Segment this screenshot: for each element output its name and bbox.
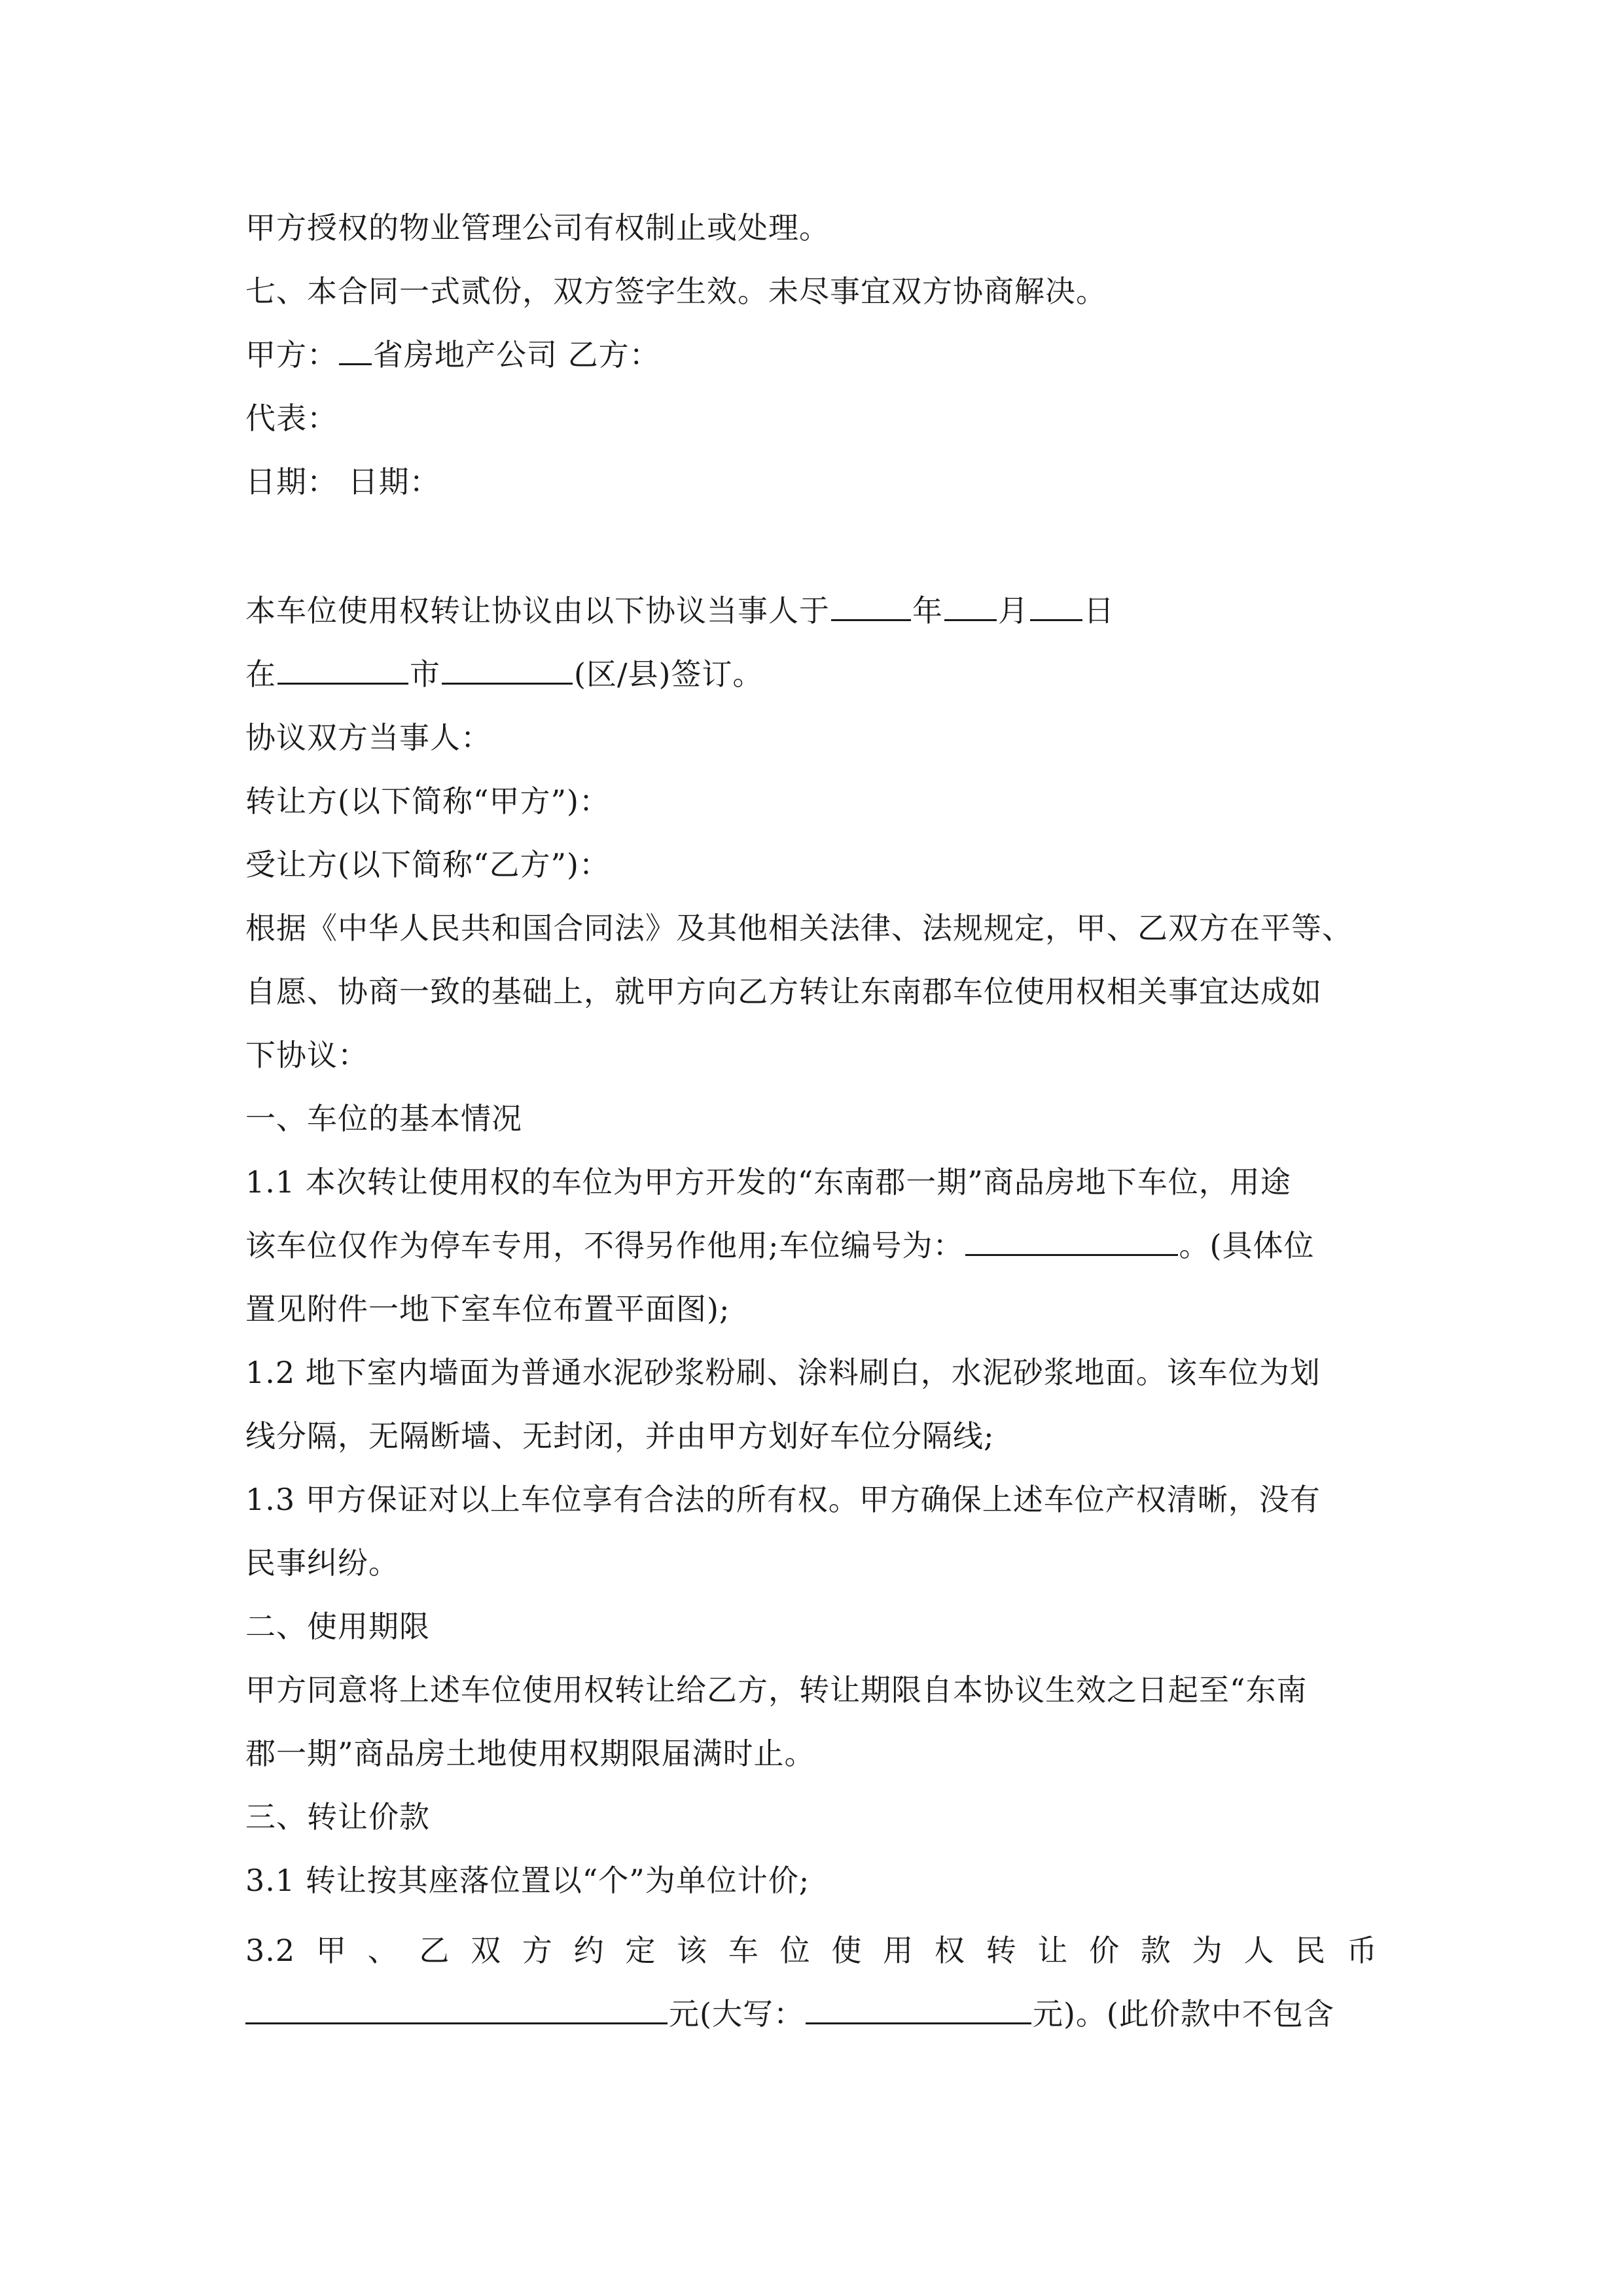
district-blank — [442, 650, 573, 685]
section-heading: 一、车位的基本情况 — [245, 1101, 522, 1136]
text-line: 受让方(以下简称“乙方”)： — [245, 847, 610, 882]
word: 使 — [831, 1933, 863, 1968]
day-blank — [1030, 586, 1082, 621]
amount-words-blank — [806, 1990, 1031, 2024]
word: 让 — [1037, 1933, 1069, 1968]
word: 币 — [1346, 1933, 1378, 1968]
word: 约 — [573, 1933, 605, 1968]
text-line: 甲方授权的物业管理公司有权制止或处理。 — [245, 210, 830, 245]
text-line: 民事纠纷。 — [245, 1545, 399, 1581]
text-line: 线分隔，无隔断墙、无封闭，并由甲方划好车位分隔线; — [245, 1418, 995, 1454]
word: 为 — [1192, 1933, 1223, 1968]
word: 、 — [367, 1933, 399, 1968]
text-line: 下协议： — [245, 1037, 368, 1073]
label: 月 — [998, 593, 1029, 628]
text-line: 郡一期”商品房土地使用权期限届满时止。 — [245, 1736, 815, 1771]
label: (区/县)签订。 — [574, 656, 764, 692]
label: 。(具体位 — [1179, 1228, 1315, 1263]
fill-blank — [339, 331, 372, 365]
word: 位 — [779, 1933, 811, 1968]
word: 款 — [1140, 1933, 1171, 1968]
word: 民 — [1295, 1933, 1327, 1968]
parking-number-line — [245, 1219, 1314, 1272]
parking-number-blank — [965, 1221, 1178, 1256]
representative-line: 代表： — [245, 401, 338, 436]
text-line: 置见附件一地下室车位布置平面图); — [245, 1291, 730, 1327]
text-line: 1.3 甲方保证对以上车位享有合法的所有权。甲方确保上述车位产权清晰，没有 — [245, 1482, 1321, 1517]
word: 双 — [471, 1933, 502, 1968]
text-line: 协议双方当事人： — [245, 720, 491, 755]
section-heading: 二、使用期限 — [245, 1609, 430, 1644]
word: 价 — [1089, 1933, 1120, 1968]
text-line: 根据《中华人民共和国合同法》及其他相关法律、法规规定，甲、乙双方在平等、 — [245, 910, 1353, 946]
year-blank — [831, 586, 911, 621]
label: 甲方： — [245, 337, 338, 372]
word: 乙 — [419, 1933, 450, 1968]
word: 定 — [625, 1933, 656, 1968]
label: 日 — [1084, 593, 1115, 628]
month-blank — [944, 586, 997, 621]
word: 人 — [1243, 1933, 1275, 1968]
price-amount-line — [245, 1988, 1334, 2040]
word: 转 — [986, 1933, 1017, 1968]
city-blank — [277, 650, 408, 685]
text-line: 甲方同意将上述车位使用权转让给乙方，转让期限自本协议生效之日起至“东南 — [245, 1672, 1308, 1708]
word: 权 — [934, 1933, 965, 1968]
signing-place-line — [245, 648, 763, 700]
label: 元(大写： — [669, 1996, 804, 2032]
section-heading: 三、转让价款 — [245, 1799, 430, 1835]
text-line: 3.1 转让按其座落位置以“个”为单位计价; — [245, 1863, 810, 1898]
agreement-intro-line — [245, 584, 1115, 637]
text-line: 自愿、协商一致的基础上，就甲方向乙方转让东南郡车位使用权相关事宜达成如 — [245, 974, 1322, 1009]
signature-line-party-a — [245, 329, 660, 381]
word: 该 — [677, 1933, 708, 1968]
text-line: 转让方(以下简称“甲方”)： — [245, 783, 610, 819]
price-clause-line — [245, 1924, 1378, 1977]
word: 3.2 — [245, 1933, 296, 1968]
label: 本车位使用权转让协议由以下协议当事人于 — [245, 593, 830, 628]
date-line: 日期： 日期： — [245, 464, 440, 499]
label: 省房地产公司 乙方： — [373, 337, 660, 372]
label: 年 — [912, 593, 943, 628]
text-line: 1.1 本次转让使用权的车位为甲方开发的“东南郡一期”商品房地下车位，用途 — [245, 1164, 1291, 1200]
text-line: 1.2 地下室内墙面为普通水泥砂浆粉刷、涂料刷白，水泥砂浆地面。该车位为划 — [245, 1355, 1321, 1390]
word: 车 — [728, 1933, 759, 1968]
label: 元)。(此价款中不包含 — [1032, 1996, 1334, 2032]
word: 用 — [883, 1933, 914, 1968]
text-line: 七、本合同一式贰份，双方签字生效。未尽事宜双方协商解决。 — [245, 274, 1107, 309]
word: 方 — [522, 1933, 553, 1968]
label: 在 — [245, 656, 276, 692]
label: 市 — [410, 656, 440, 692]
word: 甲 — [315, 1933, 347, 1968]
amount-blank — [245, 1990, 668, 2024]
label: 该车位仅作为停车专用，不得另作他用;车位编号为： — [245, 1228, 964, 1263]
